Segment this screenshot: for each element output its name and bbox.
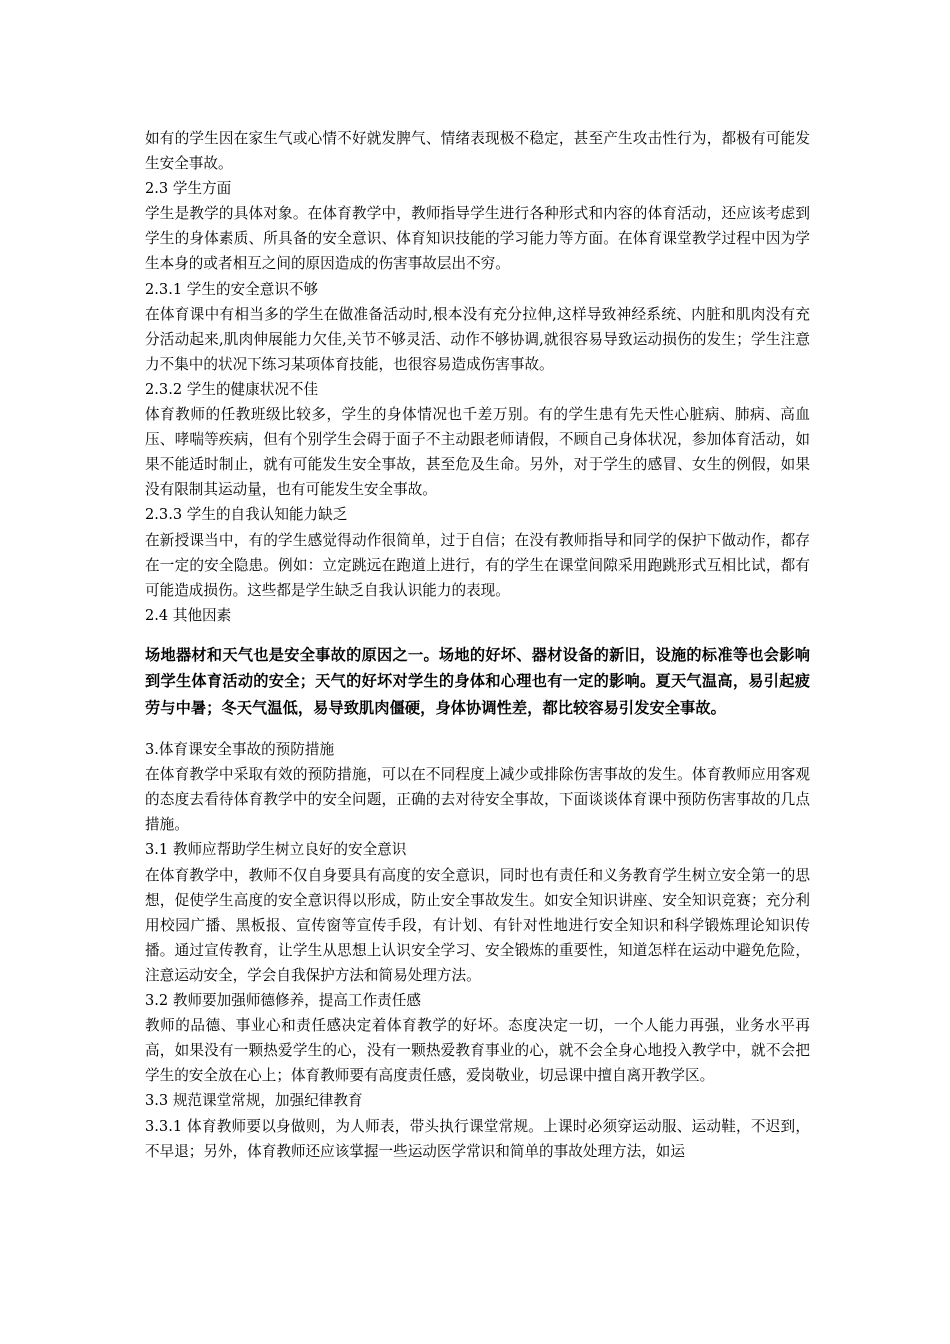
paragraph-venue-weather-bold: 场地器材和天气也是安全事故的原因之一。场地的好坏、器材设备的新旧，设施的标准等也会影响到学生体育活动的安全；天气的好坏对学生的身体和心理也有一定的影响。夏天气温高，易引起疲劳与中暑；冬天气温低，易导致肌肉僵硬，身体协调性差，都比较容易引发安全事故。 (145, 645, 810, 717)
paragraph-prevention-intro: 在体育教学中采取有效的预防措施，可以在不同程度上减少或排除伤害事故的发生。体育教师应用客观的态度去看待体育教学中的安全问题，正确的去对待安全事故，下面谈谈体育课中预防伤害事故的几点措施。 (145, 766, 810, 834)
paragraph-continuation: 如有的学生因在家生气或心情不好就发脾气、情绪表现极不稳定，甚至产生攻击性行为，都极有可能发生安全事故。 (145, 130, 810, 173)
paragraph-safety-awareness: 在体育课中有相当多的学生在做准备活动时,根本没有充分拉伸,这样导致神经系统、内脏和肌肉没有充分活动起来,肌肉伸展能力欠佳,关节不够灵活、动作不够协调,就很容易导致运动损伤的发生；学生注意力不集中的状况下练习某项体育技能，也很容易造成伤害事故。 (145, 305, 810, 373)
heading-2-3-3: 2.3.3 学生的自我认知能力缺乏 (145, 506, 348, 524)
heading-3-1: 3.1 教师应帮助学生树立良好的安全意识 (145, 841, 407, 859)
heading-3: 3.体育课安全事故的预防措施 (145, 741, 335, 759)
heading-2-3-2: 2.3.2 学生的健康状况不佳 (145, 380, 319, 398)
paragraph-classroom-routine: 3.3.1 体育教师要以身做则，为人师表，带头执行课堂常规。上课时必须穿运动服、运动鞋，不迟到，不早退；另外，体育教师还应该掌握一些运动医学常识和简单的事故处理方法，如运 (145, 1117, 810, 1160)
heading-2-4: 2.4 其他因素 (145, 606, 232, 624)
paragraph-self-cognition: 在新授课当中，有的学生感觉得动作很简单，过于自信；在没有教师指导和同学的保护下做动作，都存在一定的安全隐患。例如：立定跳远在跑道上进行，有的学生在课堂间隙采用跑跳形式互相比试，都有可能造成损伤。这些都是学生缺乏自我认识能力的表现。 (145, 531, 810, 599)
heading-3-3: 3.3 规范课堂常规，加强纪律教育 (145, 1092, 363, 1110)
heading-2-3-1: 2.3.1 学生的安全意识不够 (145, 280, 319, 298)
paragraph-safety-education: 在体育教学中，教师不仅自身要具有高度的安全意识，同时也有责任和义务教育学生树立安全第一的思想，促使学生高度的安全意识得以形成，防止安全事故发生。如安全知识讲座、安全知识竞赛；充分利用校园广播、黑板报、宣传窗等宣传手段，有计划、有针对性地进行安全知识和科学锻炼理论知识传播。通过宣传教育，让学生从思想上认识安全学习、安全锻炼的重要性，知道怎样在运动中避免危险，注意运动安全，学会自我保护方法和简易处理方法。 (145, 866, 810, 984)
heading-2-3: 2.3 学生方面 (145, 180, 232, 198)
paragraph-teacher-ethics: 教师的品德、事业心和责任感决定着体育教学的好坏。态度决定一切，一个人能力再强，业务水平再高，如果没有一颗热爱学生的心，没有一颗热爱教育事业的心，就不会全身心地投入教学中，就不会把学生的安全放在心上；体育教师要有高度责任感，爱岗敬业，切忌课中擅自离开教学区。 (145, 1017, 810, 1085)
paragraph-students-object: 学生是教学的具体对象。在体育教学中，教师指导学生进行各种形式和内容的体育活动，还应该考虑到学生的身体素质、所具备的安全意识、体育知识技能的学习能力等方面。在体育课堂教学过程中因为学生本身的或者相互之间的原因造成的伤害事故层出不穷。 (145, 205, 810, 273)
document-page (145, 126, 810, 1164)
paragraph-health-status: 体育教师的任教班级比较多，学生的身体情况也千差万别。有的学生患有先天性心脏病、肺病、高血压、哮喘等疾病，但有个别学生会碍于面子不主动跟老师请假，不顾自己身体状况，参加体育活动，如果不能适时制止，就有可能发生安全事故，甚至危及生命。另外，对于学生的感冒、女生的例假，如果没有限制其运动量，也有可能发生安全事故。 (145, 406, 810, 499)
heading-3-2: 3.2 教师要加强师德修养，提高工作责任感 (145, 992, 421, 1010)
